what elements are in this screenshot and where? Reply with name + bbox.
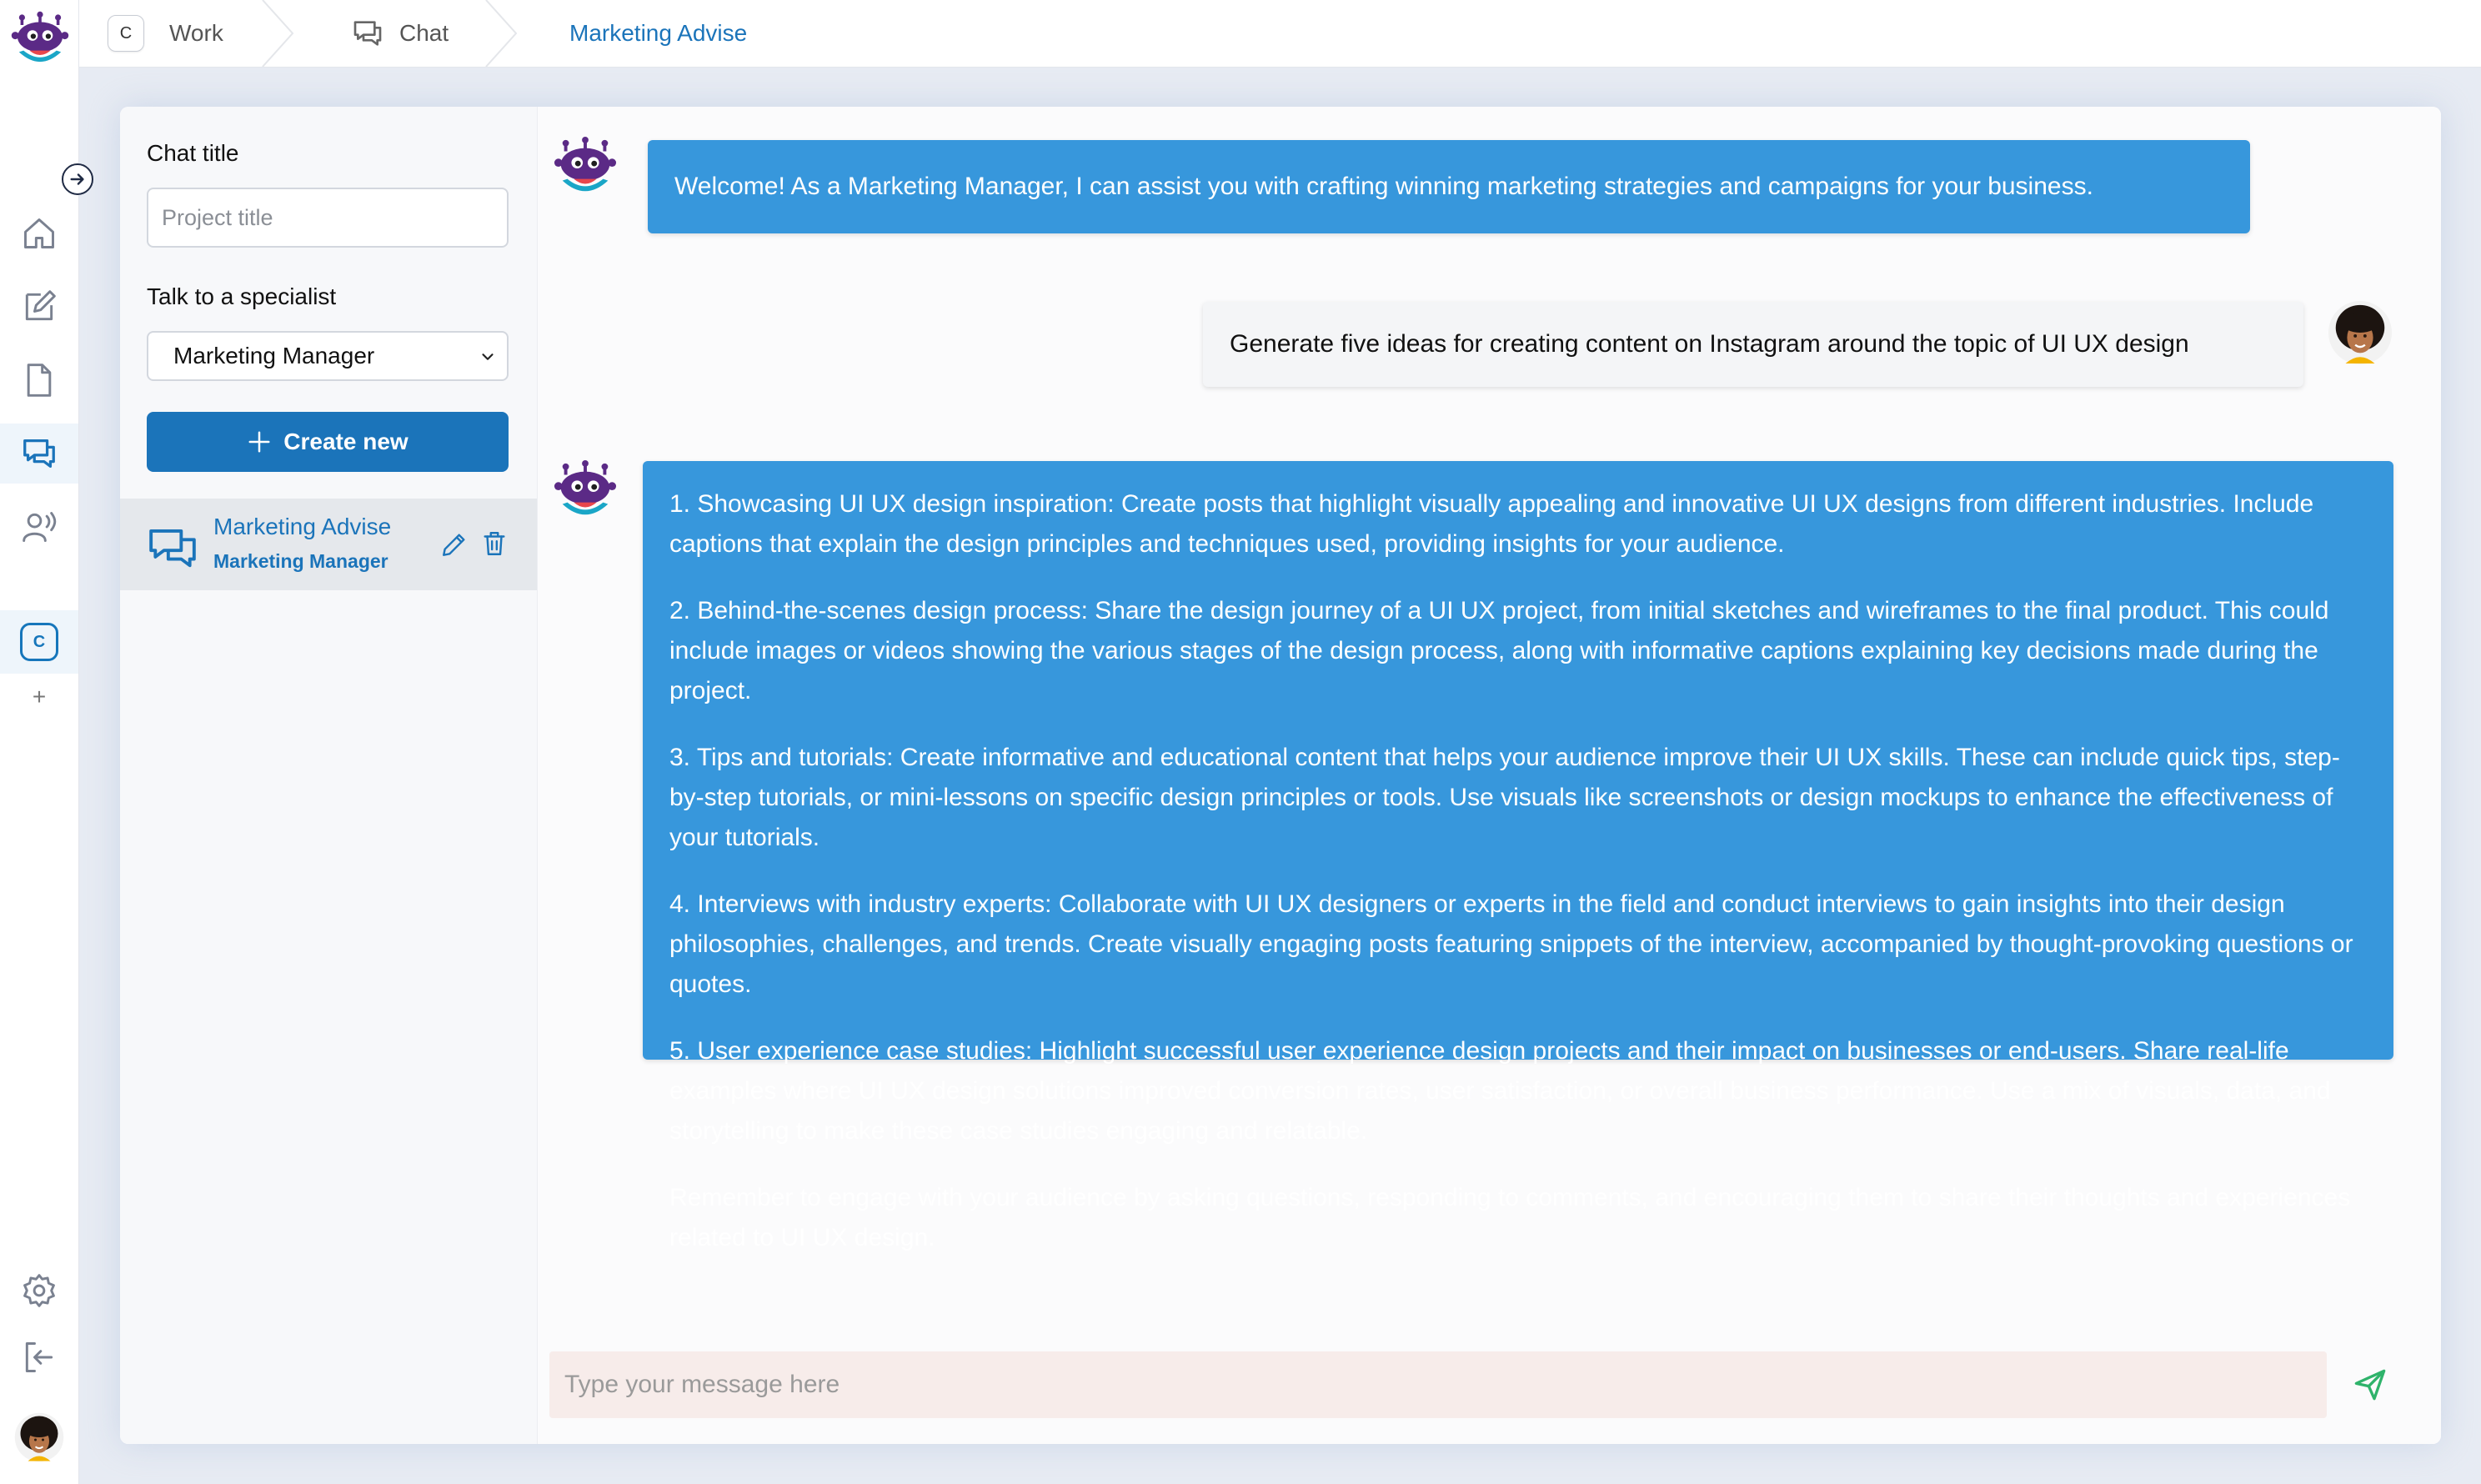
workspace-chip: [108, 15, 144, 52]
nav-logout[interactable]: [0, 1327, 78, 1387]
chat-workspace-card: [120, 107, 2441, 1444]
breadcrumb: [79, 0, 2481, 68]
breadcrumb-work-label: Work: [169, 20, 223, 46]
nav-chat[interactable]: [0, 424, 78, 484]
logout-icon: [21, 1339, 58, 1376]
bot-message: [648, 140, 2250, 233]
chat-icon: [147, 520, 198, 572]
plus-icon: [247, 429, 272, 454]
nav-write[interactable]: [0, 277, 78, 337]
document-icon: [21, 362, 58, 399]
bot-message-paragraph: 2. Behind-the-scenes design process: Share the design journey of a UI UX project, from initial sketches and wireframes to the final product. This could include images or videos showing the various stages of the design process, along with informative captions explaining key decisions made during the project.: [669, 597, 2329, 704]
conversation-area: [538, 107, 2441, 1444]
bot-message: [643, 461, 2393, 1251]
bot-avatar: [553, 459, 618, 524]
chat-list-item[interactable]: [120, 499, 537, 590]
specialist-label: Talk to a specialist: [147, 283, 337, 309]
chat-sidebar: [120, 107, 538, 1444]
breadcrumb-separator-icon: [479, 0, 523, 67]
nav-voice[interactable]: [0, 497, 78, 557]
voice-icon: [21, 509, 58, 545]
breadcrumb-separator-icon: [256, 0, 299, 67]
chevron-down-icon: [479, 348, 497, 366]
message-input[interactable]: [549, 1351, 2327, 1418]
settings-icon: [21, 1272, 58, 1309]
collapse-sidebar-button[interactable]: [62, 163, 93, 195]
chat-icon: [351, 17, 384, 50]
breadcrumb-current-label: Marketing Advise: [569, 20, 748, 46]
nav-home[interactable]: [0, 203, 78, 263]
plus-icon: +: [32, 684, 47, 709]
breadcrumb-current: [569, 0, 747, 67]
workspace-letter: C: [33, 632, 46, 651]
arrow-right-icon: [68, 170, 87, 188]
app-logo[interactable]: [10, 10, 70, 70]
breadcrumb-work[interactable]: [108, 0, 223, 67]
nav-documents[interactable]: [0, 350, 78, 410]
user-message-avatar: [2328, 300, 2393, 365]
bot-message-paragraph: Remember to engage with your audience by asking questions, responding to comments, and encouraging them to share their thoughts and experiences related to UI UX design.: [669, 1184, 2351, 1251]
chat-list-item-specialist: Marketing Manager: [213, 550, 388, 572]
user-avatar[interactable]: [14, 1412, 64, 1462]
create-new-button[interactable]: [147, 412, 509, 472]
workspace-chip-letter: C: [119, 23, 133, 43]
bot-message-paragraph: 1. Showcasing UI UX design inspiration: Create posts that highlight visually appealing and innovative UI UX designs from different industries. Include captions that explain the design principles and techniques used, providing insights for your audience.: [669, 490, 2314, 558]
workspace-badge: [20, 623, 58, 661]
edit-icon: [21, 288, 58, 325]
bot-message-paragraph: 3. Tips and tutorials: Create informative and educational content that helps your audience improve their UI UX skills. These can include quick tips, step-by-step tutorials, or mini-lessons on specific design principles or tools. Use visuals like screenshots or design mockups to enhance the effectiveness of your tutorials.: [669, 744, 2340, 851]
chat-icon: [20, 434, 58, 473]
user-message-text: Generate five ideas for creating content on Instagram around the topic of UI UX design: [1230, 330, 2189, 358]
bot-message-paragraph: 5. User experience case studies: Highlight successful user experience design projects and their impact on businesses or end-users. Share real-life examples where UI UX design solutions improved conversion rates, user satisfaction, or overall business performance. Use a mix of visuals, data, and storytelling to make these case studies engaging and relatable.: [669, 1037, 2331, 1145]
specialist-select[interactable]: [147, 331, 509, 381]
left-nav-rail: [0, 0, 79, 1484]
bot-message-paragraph: 4. Interviews with industry experts: Collaborate with UI UX designers or experts in the field and conduct interviews to gain insights into their design philosophies, challenges, and trends. Create visually engaging posts featuring snippets of the interview, accompanied by thought-provoking questions or quotes.: [669, 890, 2353, 998]
send-icon[interactable]: [2353, 1368, 2387, 1401]
home-icon: [21, 215, 58, 252]
chat-title-label: Chat title: [147, 140, 239, 166]
breadcrumb-chat-label: Chat: [399, 20, 449, 46]
nav-settings[interactable]: [0, 1261, 78, 1321]
edit-chat-icon[interactable]: [440, 530, 469, 559]
user-message: [1203, 302, 2303, 387]
chat-list-item-title: Marketing Advise: [213, 514, 392, 539]
add-workspace-button[interactable]: [0, 672, 78, 722]
workspace-switcher[interactable]: [0, 610, 78, 674]
bot-message-text: Welcome! As a Marketing Manager, I can assist you with crafting winning marketing strategies and campaigns for your business.: [674, 173, 2093, 200]
breadcrumb-chat[interactable]: [351, 0, 449, 67]
create-new-label: Create new: [283, 429, 408, 454]
specialist-select-value: Marketing Manager: [173, 343, 375, 368]
bot-avatar: [553, 135, 618, 200]
chat-title-input[interactable]: [147, 188, 509, 248]
delete-chat-icon[interactable]: [480, 529, 509, 559]
